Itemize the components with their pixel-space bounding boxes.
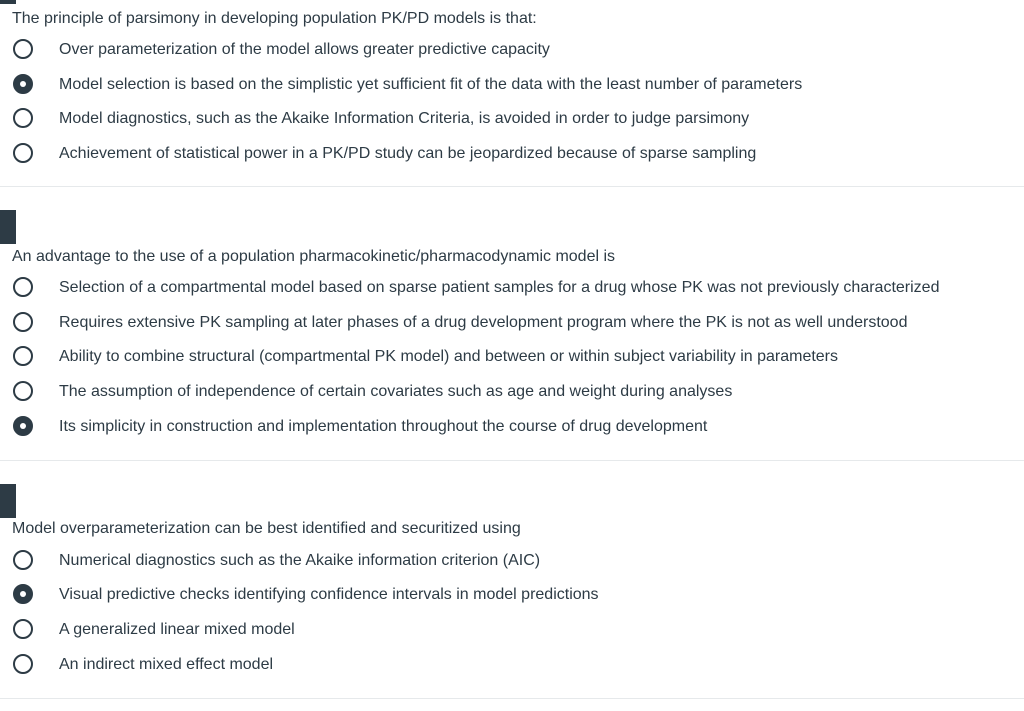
- radio-button[interactable]: [13, 654, 33, 674]
- answer-label[interactable]: Over parameterization of the model allows greater predictive capacity: [59, 41, 550, 58]
- answer-option[interactable]: [0, 617, 1010, 645]
- radio-button[interactable]: [13, 143, 33, 163]
- answer-label[interactable]: Achievement of statistical power in a PK/PD study can be jeopardized because of sparse sampling: [59, 145, 757, 162]
- answer-option[interactable]: [0, 582, 1010, 610]
- question-text: An advantage to the use of a population pharmacokinetic/pharmacodynamic model is: [12, 248, 616, 265]
- radio-button[interactable]: [13, 619, 33, 639]
- question-text: The principle of parsimony in developing population PK/PD models is that:: [12, 10, 537, 27]
- answer-label[interactable]: Visual predictive checks identifying confidence intervals in model predictions: [59, 586, 599, 603]
- answer-option[interactable]: [0, 275, 1010, 303]
- answer-option[interactable]: [0, 310, 1010, 338]
- answer-option[interactable]: [0, 37, 1010, 65]
- answer-option[interactable]: [0, 72, 1010, 100]
- answer-label[interactable]: Selection of a compartmental model based on sparse patient samples for a drug whose PK was not previously characterized: [59, 279, 940, 296]
- question-divider: [0, 698, 1024, 699]
- question-text: Model overparameterization can be best identified and securitized using: [12, 520, 521, 537]
- radio-button-selected[interactable]: [13, 74, 33, 94]
- radio-button[interactable]: [13, 550, 33, 570]
- answer-option[interactable]: [0, 106, 1010, 134]
- question-marker: [0, 484, 16, 518]
- answer-label[interactable]: A generalized linear mixed model: [59, 621, 295, 638]
- answer-option[interactable]: [0, 344, 1010, 372]
- answer-label[interactable]: Model selection is based on the simplistic yet sufficient fit of the data with the least number of parameters: [59, 76, 803, 93]
- question-marker: [0, 210, 16, 244]
- radio-button-selected[interactable]: [13, 584, 33, 604]
- radio-button[interactable]: [13, 381, 33, 401]
- answer-label[interactable]: Ability to combine structural (compartmental PK model) and between or within subject variability in parameters: [59, 348, 839, 365]
- question-divider: [0, 460, 1024, 461]
- answer-option[interactable]: [0, 548, 1010, 576]
- answer-option[interactable]: [0, 379, 1010, 407]
- answer-option[interactable]: [0, 141, 1010, 169]
- radio-button[interactable]: [13, 108, 33, 128]
- radio-button[interactable]: [13, 346, 33, 366]
- question-divider: [0, 186, 1024, 187]
- radio-button[interactable]: [13, 312, 33, 332]
- radio-button[interactable]: [13, 277, 33, 297]
- radio-button-selected[interactable]: [13, 416, 33, 436]
- answer-label[interactable]: Its simplicity in construction and implementation throughout the course of drug development: [59, 418, 708, 435]
- answer-label[interactable]: Model diagnostics, such as the Akaike Information Criteria, is avoided in order to judge parsimony: [59, 110, 750, 127]
- question-marker: [0, 0, 16, 4]
- answer-label[interactable]: An indirect mixed effect model: [59, 656, 274, 673]
- answer-option[interactable]: [0, 652, 1010, 680]
- answer-option[interactable]: [0, 414, 1010, 442]
- answer-label[interactable]: The assumption of independence of certain covariates such as age and weight during analyses: [59, 383, 733, 400]
- answer-label[interactable]: Requires extensive PK sampling at later phases of a drug development program where the PK is not as well understood: [59, 314, 908, 331]
- radio-button[interactable]: [13, 39, 33, 59]
- answer-label[interactable]: Numerical diagnostics such as the Akaike information criterion (AIC): [59, 552, 541, 569]
